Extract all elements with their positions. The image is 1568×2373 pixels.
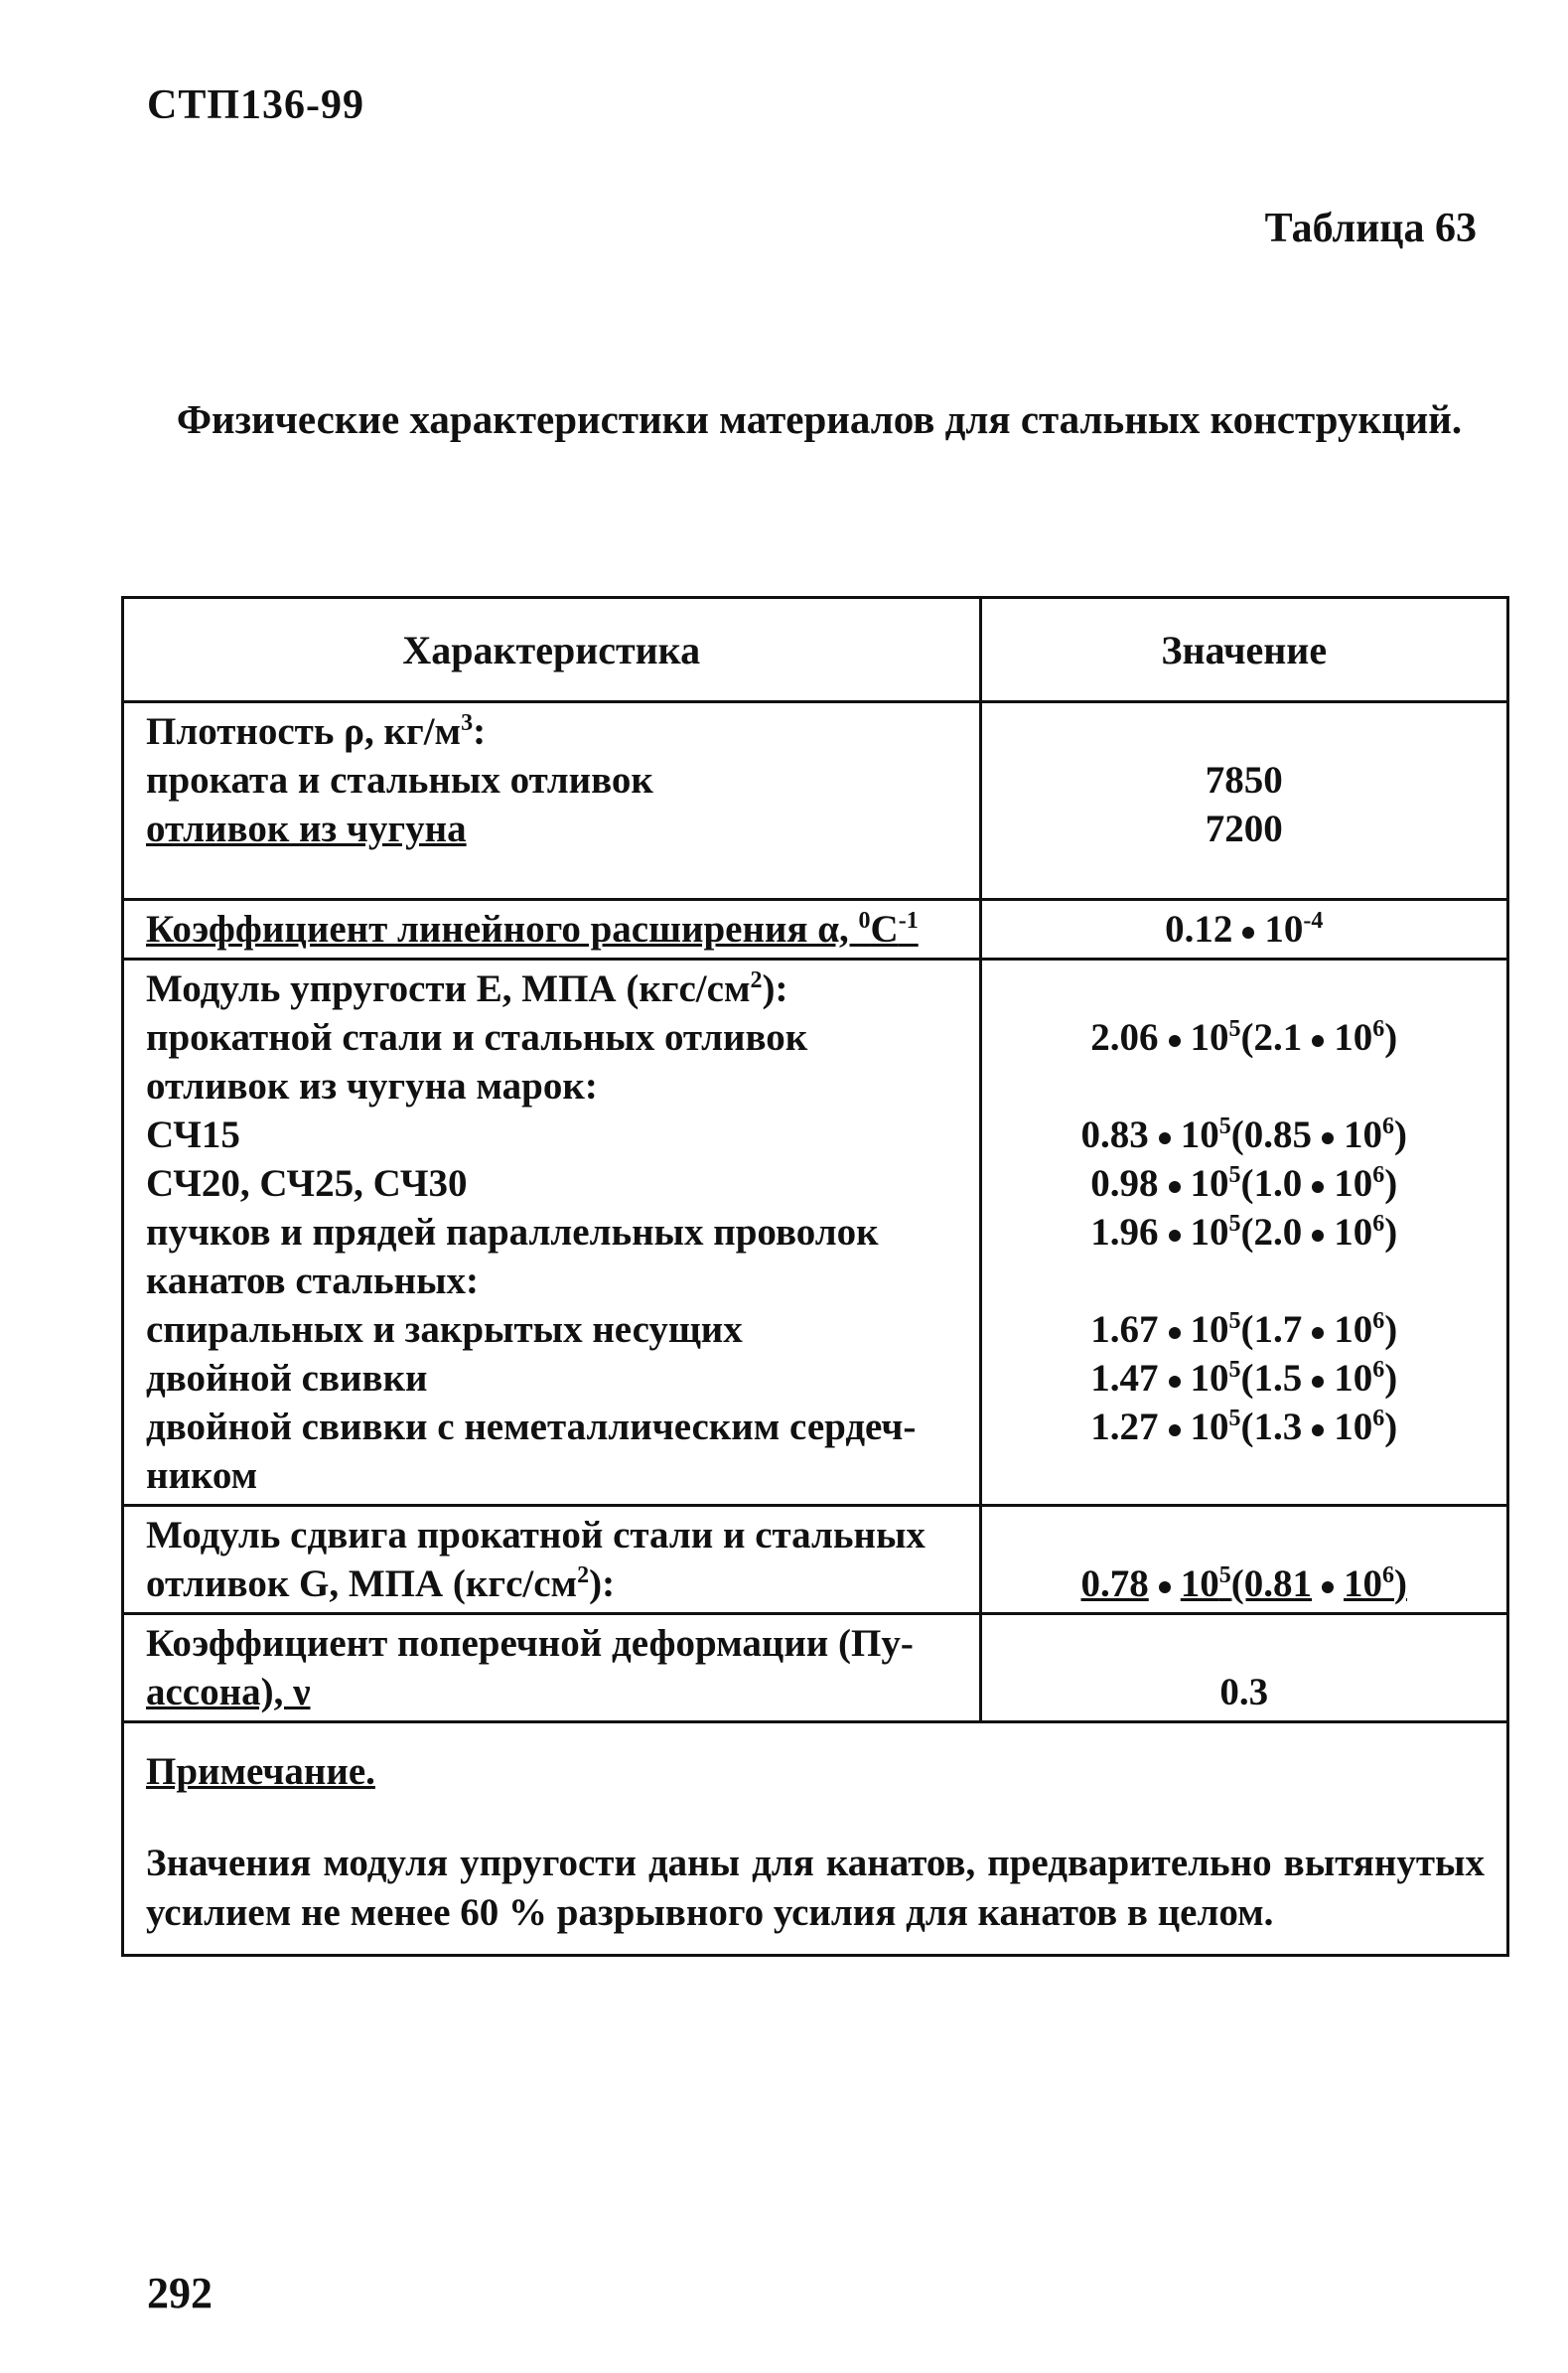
multiply-dot-icon <box>1169 1376 1181 1388</box>
column-header-value: Значение <box>980 599 1506 702</box>
multiply-dot-icon <box>1169 1181 1181 1193</box>
multiply-dot-icon <box>1312 1181 1324 1193</box>
poisson-ratio-label: Коэффициент поперечной деформации (Пу- ассона), ν <box>124 1614 980 1722</box>
value-line: 1.67 $10^5(1.7$ $10^6$) <box>1090 1308 1398 1351</box>
value-line: 2.06 $10^5(2.1$ $10^6$) <box>1090 1016 1398 1059</box>
page-number: 292 <box>147 2269 213 2317</box>
value-line: 0.83 $10^5(0.85$ $10^6$) <box>1080 1113 1407 1156</box>
elastic-modulus-label: Модуль упругости Е, МПА $(кгс/см^2)$: прокатной стали и стальных отливок отливок из чугуна марок: СЧ15 СЧ20, СЧ25, СЧ30 пучков и прядей параллельных проволок канатов стальных: спиральных и закрытых несущих двойной свивки двойной свивки с неметаллическим сердеч- ником <box>124 960 980 1506</box>
multiply-dot-icon <box>1159 1132 1171 1144</box>
multiply-dot-icon <box>1312 1035 1324 1047</box>
shear-modulus-value: 0.78 $10^5(0.81$ $10^6$) <box>980 1506 1506 1614</box>
multiply-dot-icon <box>1169 1230 1181 1242</box>
table-row-density <box>124 702 1506 900</box>
multiply-dot-icon <box>1312 1376 1324 1388</box>
note-text: Значения модуля упругости даны для канатов, предварительно вытянутых усилием не менее 60 % разрывного усилия для канатов в целом. <box>146 1842 1485 1934</box>
note-title: Примечание. <box>146 1750 375 1793</box>
multiply-dot-icon <box>1322 1581 1334 1593</box>
table-row-poisson-ratio <box>124 1614 1506 1722</box>
multiply-dot-icon <box>1169 1035 1181 1047</box>
multiply-dot-icon <box>1312 1230 1324 1242</box>
poisson-ratio-value: 0.3 <box>980 1614 1506 1722</box>
multiply-dot-icon <box>1169 1327 1181 1339</box>
table-row-linear-expansion <box>124 900 1506 960</box>
properties-table <box>121 596 1509 1957</box>
linear-expansion-value: 0.12 $10^{-4}$ <box>980 900 1506 960</box>
table-note <box>124 1722 1506 1939</box>
table-note-row <box>124 1722 1506 1939</box>
table-header-row <box>124 599 1506 702</box>
value-line: 1.96 $10^5(2.0$ $10^6$) <box>1090 1211 1398 1254</box>
column-header-characteristic: Характеристика <box>124 599 980 702</box>
multiply-dot-icon <box>1312 1424 1324 1436</box>
multiply-dot-icon <box>1312 1327 1324 1339</box>
document-code: СТП136-99 <box>147 82 364 128</box>
shear-modulus-label: Модуль сдвига прокатной стали и стальных отливок G, МПА $(кгс/см^2)$: <box>124 1506 980 1614</box>
table-row-elastic-modulus <box>124 960 1506 1506</box>
multiply-dot-icon <box>1242 927 1254 939</box>
density-label: Плотность ρ, $кг/м^3$: проката и стальных отливок отливок из чугуна <box>124 702 980 900</box>
table-number: Таблица 63 <box>1264 206 1477 251</box>
linear-expansion-label: Коэффициент линейного расширения α, $^0С^{-1}$ <box>124 900 980 960</box>
value-line: 1.47 $10^5(1.5$ $10^6$) <box>1090 1357 1398 1400</box>
multiply-dot-icon <box>1322 1132 1334 1144</box>
table-title: Физические характеристики материалов для стальных конструкций. <box>176 396 1463 442</box>
table-row-shear-modulus <box>124 1506 1506 1614</box>
multiply-dot-icon <box>1169 1424 1181 1436</box>
value-line: 1.27 $10^5(1.3$ $10^6$) <box>1090 1406 1398 1448</box>
multiply-dot-icon <box>1159 1581 1171 1593</box>
value-line: 0.98 $10^5(1.0$ $10^6$) <box>1090 1162 1398 1205</box>
density-values: 7850 7200 <box>980 702 1506 900</box>
elastic-modulus-values <box>980 960 1506 1506</box>
